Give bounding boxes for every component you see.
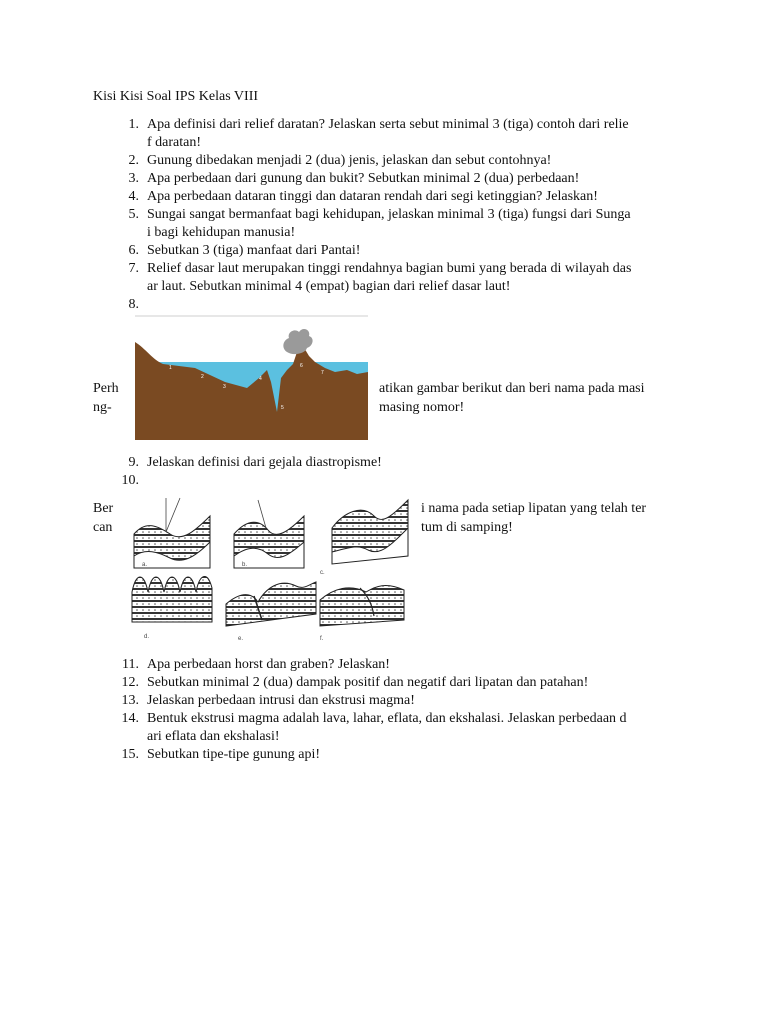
question-number: 10. [121, 473, 139, 488]
fold-label-c: c. [320, 570, 325, 576]
question-text: Relief dasar laut merupakan tinggi rendahnya bagian bumi yang berada di wilayah das [147, 261, 632, 276]
q10-caption-left: Ber can [93, 501, 114, 535]
question-13 [93, 692, 678, 710]
question-text: Apa definisi dari relief daratan? Jelaskan serta sebut minimal 3 (tiga) contoh dari relie [147, 117, 629, 132]
document-title: Kisi Kisi Soal IPS Kelas VIII [93, 89, 259, 104]
question-number: 6. [128, 243, 139, 258]
q8-caption-left: Perh ng- [93, 381, 119, 415]
question-7 [93, 260, 678, 296]
question-number: 1. [128, 117, 139, 132]
question-number: 3. [128, 171, 139, 186]
question-4 [93, 188, 678, 206]
question-number: 13. [121, 693, 139, 708]
question-list-1 [93, 116, 678, 314]
question-number: 4. [128, 189, 139, 204]
question-text: Jelaskan perbedaan intrusi dan ekstrusi magma! [147, 693, 415, 708]
question-text [139, 472, 678, 490]
question-1 [93, 116, 678, 152]
figure-label-7: 7 [321, 370, 324, 376]
question-number: 9. [128, 455, 139, 470]
figure-label-6: 6 [300, 363, 303, 369]
question-number: 14. [121, 711, 139, 726]
question-number: 15. [121, 747, 139, 762]
q10-caption-right: i nama pada setiap lipatan yang telah ter tum di samping! [421, 501, 647, 535]
figure-label-1: 1 [169, 365, 172, 371]
question-number: 8. [128, 297, 139, 312]
question-number: 12. [121, 675, 139, 690]
question-text-cont: f daratan! [147, 135, 202, 150]
figure-label-2: 2 [201, 374, 204, 380]
question-text: Apa perbedaan horst dan graben? Jelaskan! [147, 657, 390, 672]
question-text-cont: i bagi kehidupan manusia! [147, 225, 296, 240]
fold-label-b: b. [242, 562, 248, 568]
question-text: Bentuk ekstrusi magma adalah lava, lahar, eflata, dan ekshalasi. Jelaskan perbedaan d [147, 711, 627, 726]
question-text-cont: ari eflata dan ekshalasi! [147, 729, 280, 744]
question-11 [93, 656, 678, 674]
question-12 [93, 674, 678, 692]
question-text-cont: ar laut. Sebutkan minimal 4 (empat) bagian dari relief dasar laut! [147, 279, 511, 294]
q8-caption-right: atikan gambar berikut dan beri nama pada masi masing nomor! [379, 381, 645, 415]
question-14 [93, 710, 678, 746]
figure-label-3: 3 [223, 384, 226, 390]
question-text: Sebutkan 3 (tiga) manfaat dari Pantai! [147, 243, 361, 258]
question-text: Apa perbedaan dataran tinggi dan dataran rendah dari segi ketinggian? Jelaskan! [147, 189, 598, 204]
question-number: 7. [128, 261, 139, 276]
question-6 [93, 242, 678, 260]
question-list-2 [93, 454, 678, 490]
question-number: 5. [128, 207, 139, 222]
figure-label-4: 4 [259, 376, 262, 382]
fold-label-e: e. [238, 636, 244, 642]
question-2 [93, 152, 678, 170]
question-text: Sungai sangat bermanfaat bagi kehidupan, jelaskan minimal 3 (tiga) fungsi dari Sunga [147, 207, 631, 222]
question-text: Jelaskan definisi dari gejala diastropisme! [147, 455, 382, 470]
question-number: 2. [128, 153, 139, 168]
question-text: Sebutkan tipe-tipe gunung api! [147, 747, 321, 762]
figure-label-5: 5 [281, 405, 284, 411]
question-text: Sebutkan minimal 2 (dua) dampak positif dan negatif dari lipatan dan patahan! [147, 675, 589, 690]
folds-figure [128, 492, 412, 652]
question-text: Gunung dibedakan menjadi 2 (dua) jenis, jelaskan dan sebut contohnya! [147, 153, 552, 168]
question-15 [93, 746, 678, 764]
seafloor-relief-figure [135, 312, 368, 440]
question-3 [93, 170, 678, 188]
fold-label-f: f. [320, 636, 324, 642]
question-10 [93, 472, 678, 490]
question-text: Apa perbedaan dari gunung dan bukit? Sebutkan minimal 2 (dua) perbedaan! [147, 171, 580, 186]
question-5 [93, 206, 678, 242]
fold-label-a: a. [142, 562, 148, 568]
fold-label-d: d. [144, 634, 150, 640]
question-list-3 [93, 656, 678, 764]
question-number: 11. [122, 657, 139, 672]
question-9 [93, 454, 678, 472]
